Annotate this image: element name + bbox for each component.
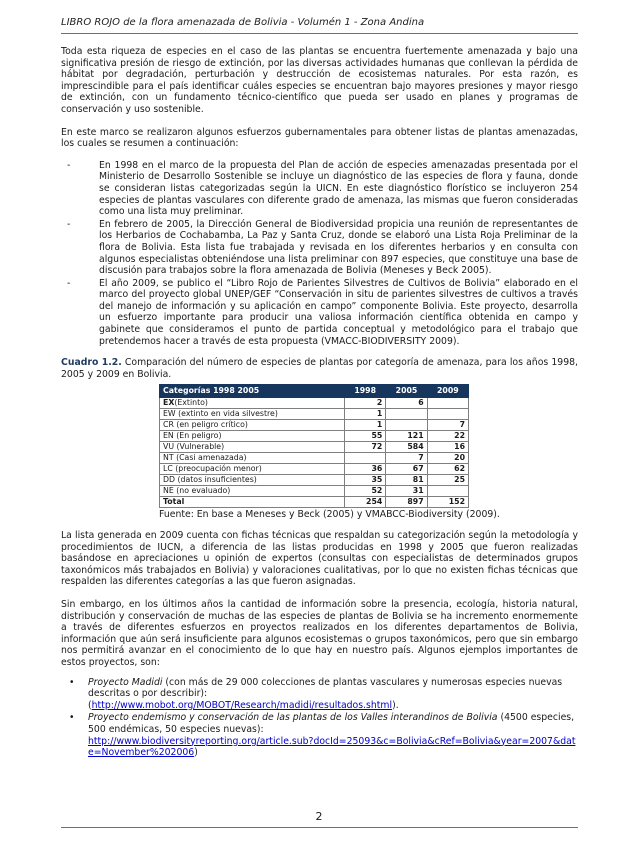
value-2009: 16 <box>427 442 468 453</box>
list-item <box>61 712 578 758</box>
col-header-2009: 2009 <box>427 385 468 398</box>
paragraph-methodology: La lista generada en 2009 cuenta con fichas técnicas que respaldan su categorización según la metodología y procedimientos de IUCN, a diferencia de las listas producidas en 1998 y 2005 que fueron realizadas basándose en apreciaciones u opinión de expertos (consultas con especialistas de determinados grupos taxonómicos más trabajados en Bolivia) y valoraciones cualitativas, por lo que no existen fichas técnicas que respalden las diferentes categorías a las que fueron asignadas. <box>61 530 578 588</box>
value-1998: 1 <box>345 420 386 431</box>
category-cell: LC (preocupación menor) <box>160 464 345 475</box>
value-2005: 584 <box>386 442 427 453</box>
table-row <box>160 398 469 409</box>
page-content <box>61 46 578 760</box>
table-row <box>160 486 469 497</box>
table-row <box>160 475 469 486</box>
value-2009 <box>427 409 468 420</box>
project-link[interactable]: http://www.mobot.org/MOBOT/Research/madidi/resultados.shtml <box>91 699 393 711</box>
value-2005: 67 <box>386 464 427 475</box>
list-item-text: En 1998 en el marco de la propuesta del Plan de acción de especies amenazadas presentada por el Ministerio de Desarrollo Sostenible se incluye un diagnóstico de las especies de flora y fauna, donde se consideran listas categorizadas según la UICN. En este diagnóstico florístico se incluyeron 254 especies de plantas vasculares con diferente grado de amenaza, las mismas que fueron consideradas como una lista muy preliminar. <box>99 159 578 218</box>
value-2005: 6 <box>386 398 427 409</box>
value-2005: 7 <box>386 453 427 464</box>
category-name: (Extinto) <box>174 398 208 408</box>
value-2005 <box>386 409 427 420</box>
dash-marker: - <box>67 159 71 171</box>
value-2005 <box>386 420 427 431</box>
page-number: 2 <box>315 810 323 823</box>
caption-text: Comparación del número de especies de plantas por categoría de amenaza, para los años 1998, 2005 y 2009 en Bolivia. <box>61 357 578 380</box>
threat-category-table <box>159 384 469 508</box>
value-1998: 55 <box>345 431 386 442</box>
table-row <box>160 442 469 453</box>
category-cell <box>160 398 345 409</box>
list-item <box>61 677 578 712</box>
project-title: Proyecto Madidi <box>88 676 163 688</box>
value-1998: 36 <box>345 464 386 475</box>
link-close: ). <box>392 699 399 711</box>
table-header-row <box>160 385 469 398</box>
list-item <box>61 278 578 348</box>
value-2009 <box>427 398 468 409</box>
paragraph-intro: Toda esta riqueza de especies en el caso de las plantas se encuentra fuertemente amenazada y bajo una significativa presión de riesgo de extinción, por las diversas actividades humanas que conllevan la pérdida de hábitat por degradación, perturbación y destrucción de ecosistemas naturales. Por esta razón, es imprescindible para el país identificar cuáles especies se encuentran bajo mayores presiones y mayor riesgo de extinción, con un fundamento técnico-científico que pueda ser usado en planes y programas de conservación y uso sostenible. <box>61 46 578 115</box>
list-item-text: El año 2009, se publico el “Libro Rojo de Parientes Silvestres de Cultivos de Bolivia” elaborado en el marco del proyecto global UNEP/GEF “Conservación in situ de parientes silvestres de cultivos a través del manejo de información y su aplicación en campo” componente Bolivia. Este proyecto, desarrolla un esfuerzo importante para producir una valiosa información científica obtenida en campo y gabinete que consideramos el punto de partida conceptual y metodológico para el trabajo que pretendemos hacer a través de esta propuesta (VMACC-BIODIVERSITY 2009). <box>99 277 578 347</box>
table-total-row <box>160 497 469 508</box>
category-cell: DD (datos insuficientes) <box>160 475 345 486</box>
caption-label: Cuadro 1.2. <box>61 357 122 369</box>
value-1998: 52 <box>345 486 386 497</box>
table-row <box>160 409 469 420</box>
category-cell: CR (en peligro crítico) <box>160 420 345 431</box>
total-2009: 152 <box>427 497 468 508</box>
total-1998: 254 <box>345 497 386 508</box>
dash-marker: - <box>67 277 71 289</box>
paragraph-projects: Sin embargo, en los últimos años la cantidad de información sobre la presencia, ecología, historia natural, distribución y conservación de muchas de las especies de plantas de Bolivia se ha incremento enormemente a través de diferentes esfuerzos en proyectos realizados en los diferentes departamentos de Bolivia, información que aún será insuficiente para algunos ecosistemas o grupos taxonómicos, pero que sin embargo nos permitirá avanzar en el conocimiento de lo que hay en nuestro país. Algunos ejemplos importantes de estos proyectos, son: <box>61 599 578 668</box>
total-2005: 897 <box>386 497 427 508</box>
table-row <box>160 453 469 464</box>
value-2009: 62 <box>427 464 468 475</box>
value-2005: 121 <box>386 431 427 442</box>
category-code: EX <box>163 398 175 408</box>
value-1998: 2 <box>345 398 386 409</box>
value-1998: 35 <box>345 475 386 486</box>
link-open: ( <box>88 699 92 711</box>
link-close: ) <box>194 747 198 759</box>
list-item <box>61 160 578 218</box>
paragraph-efforts: En este marco se realizaron algunos esfuerzos gubernamentales para obtener listas de plantas amenazadas, los cuales se resumen a continuación: <box>61 126 578 150</box>
value-1998 <box>345 453 386 464</box>
project-title: Proyecto endemismo y conservación de las plantas de los Valles interandinos de Bolivia <box>88 712 498 724</box>
efforts-list <box>61 160 578 348</box>
value-1998: 1 <box>345 409 386 420</box>
table-row <box>160 431 469 442</box>
footer-rule <box>61 827 578 828</box>
bullet-marker: • <box>69 712 75 724</box>
project-link[interactable]: http://www.biodiversityreporting.org/article.sub?docId=25093&c=Bolivia&cRef=Bolivia&year=2007&date=November%202006 <box>88 735 576 759</box>
value-2005: 81 <box>386 475 427 486</box>
category-cell: EW (extinto en vida silvestre) <box>160 409 345 420</box>
col-header-category: Categorías 1998 2005 <box>160 385 345 398</box>
list-item <box>61 219 578 277</box>
project-description: (con más de 29 000 colecciones de plantas vasculares y numerosas especies nuevas descritas o por describir): <box>88 676 563 700</box>
value-2005: 31 <box>386 486 427 497</box>
dash-marker: - <box>67 218 71 230</box>
table-source: Fuente: En base a Meneses y Beck (2005) y VMABCC-Biodiversity (2009). <box>159 509 500 521</box>
list-item-text: En febrero de 2005, la Dirección General de Biodiversidad propicia una reunión de representantes de los Herbarios de Cochabamba, La Paz y Santa Cruz, donde se elaboró una Lista Roja Preliminar de la flora de Bolivia. Esta lista fue trabajada y revisada en los diferentes herbarios y en consulta con algunos especialistas obteniéndose una lista preliminar con 897 especies, que constituye una base de discusión para trabajos sobre la flora amenazada de Bolivia (Meneses y Beck 2005). <box>99 218 578 277</box>
col-header-2005: 2005 <box>386 385 427 398</box>
value-2009: 7 <box>427 420 468 431</box>
category-cell: NT (Casi amenazada) <box>160 453 345 464</box>
total-label: Total <box>160 497 345 508</box>
running-header: LIBRO ROJO de la flora amenazada de Bolivia - Volumén 1 - Zona Andina <box>61 17 425 28</box>
table-caption <box>61 357 578 380</box>
value-1998: 72 <box>345 442 386 453</box>
bullet-marker: • <box>69 676 75 688</box>
category-cell: VU (Vulnerable) <box>160 442 345 453</box>
col-header-1998: 1998 <box>345 385 386 398</box>
category-cell: NE (no evaluado) <box>160 486 345 497</box>
project-description: (4500 especies, 500 endémicas, 50 especies nuevas): <box>88 712 575 735</box>
value-2009 <box>427 486 468 497</box>
value-2009: 20 <box>427 453 468 464</box>
projects-list <box>61 677 578 759</box>
table-row <box>160 464 469 475</box>
table-row <box>160 420 469 431</box>
category-cell: EN (En peligro) <box>160 431 345 442</box>
value-2009: 25 <box>427 475 468 486</box>
header-rule <box>61 33 578 34</box>
value-2009: 22 <box>427 431 468 442</box>
